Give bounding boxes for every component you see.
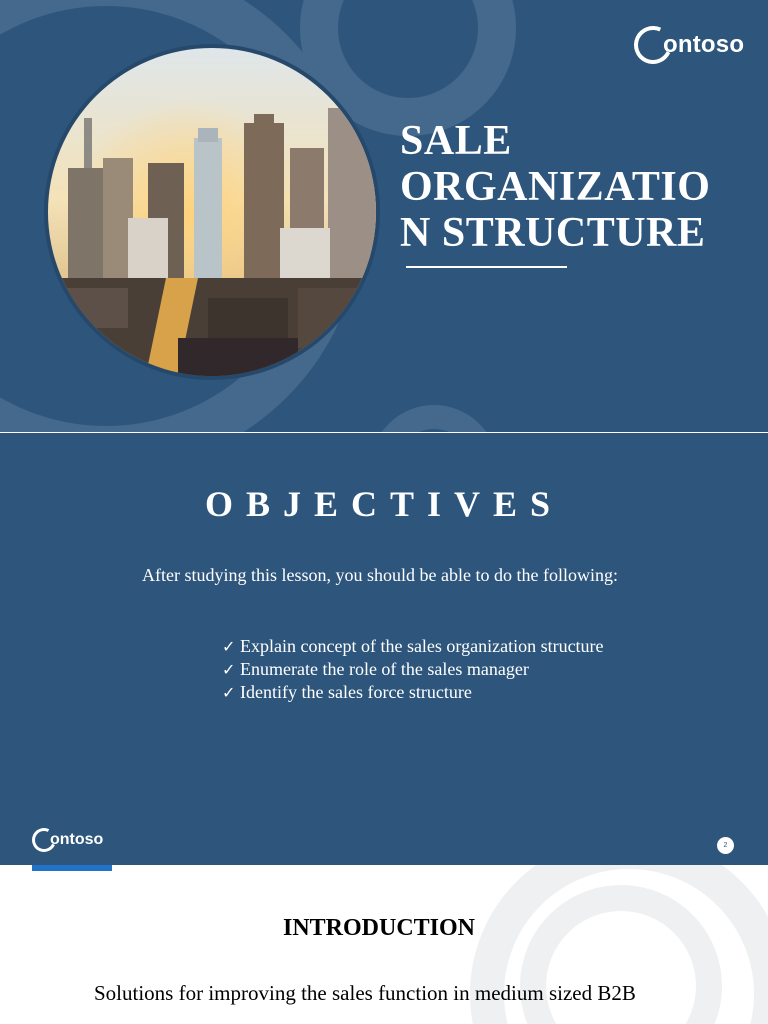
decorative-ring [370,405,498,432]
logo-wordmark: ontoso [50,831,104,848]
objectives-slide [0,433,768,865]
objective-item [222,637,654,656]
objective-text: Explain concept of the sales organization structure [240,636,604,656]
introduction-title: INTRODUCTION [282,915,476,941]
city-skyline-photo [44,44,380,380]
page-number-badge: 2 [717,837,734,854]
objectives-list [222,637,654,706]
checkmark-icon: ✓ [222,637,236,656]
contoso-logo [32,828,103,852]
logo-c-ring [629,21,678,70]
title-underline [406,266,567,268]
objective-item [222,683,654,702]
checkmark-icon: ✓ [222,660,236,679]
objective-text: Enumerate the role of the sales manager [240,659,529,679]
introduction-slide [0,865,768,1024]
slide-title: SALE ORGANIZATIO N STRUCTURE [400,118,711,256]
accent-bar [32,865,112,871]
checkmark-icon: ✓ [222,683,236,702]
contoso-logo [634,26,744,64]
objectives-intro: After studying this lesson, you should be able to do the following: [142,565,618,585]
objective-text: Identify the sales force structure [240,682,472,702]
logo-c-ring [29,825,60,856]
objectives-title: OBJECTIVES [204,484,564,524]
logo-wordmark: ontoso [663,31,745,58]
objective-item [222,660,654,679]
title-slide [0,0,768,432]
introduction-body: Solutions for improving the sales function in medium sized B2B [94,981,636,1005]
